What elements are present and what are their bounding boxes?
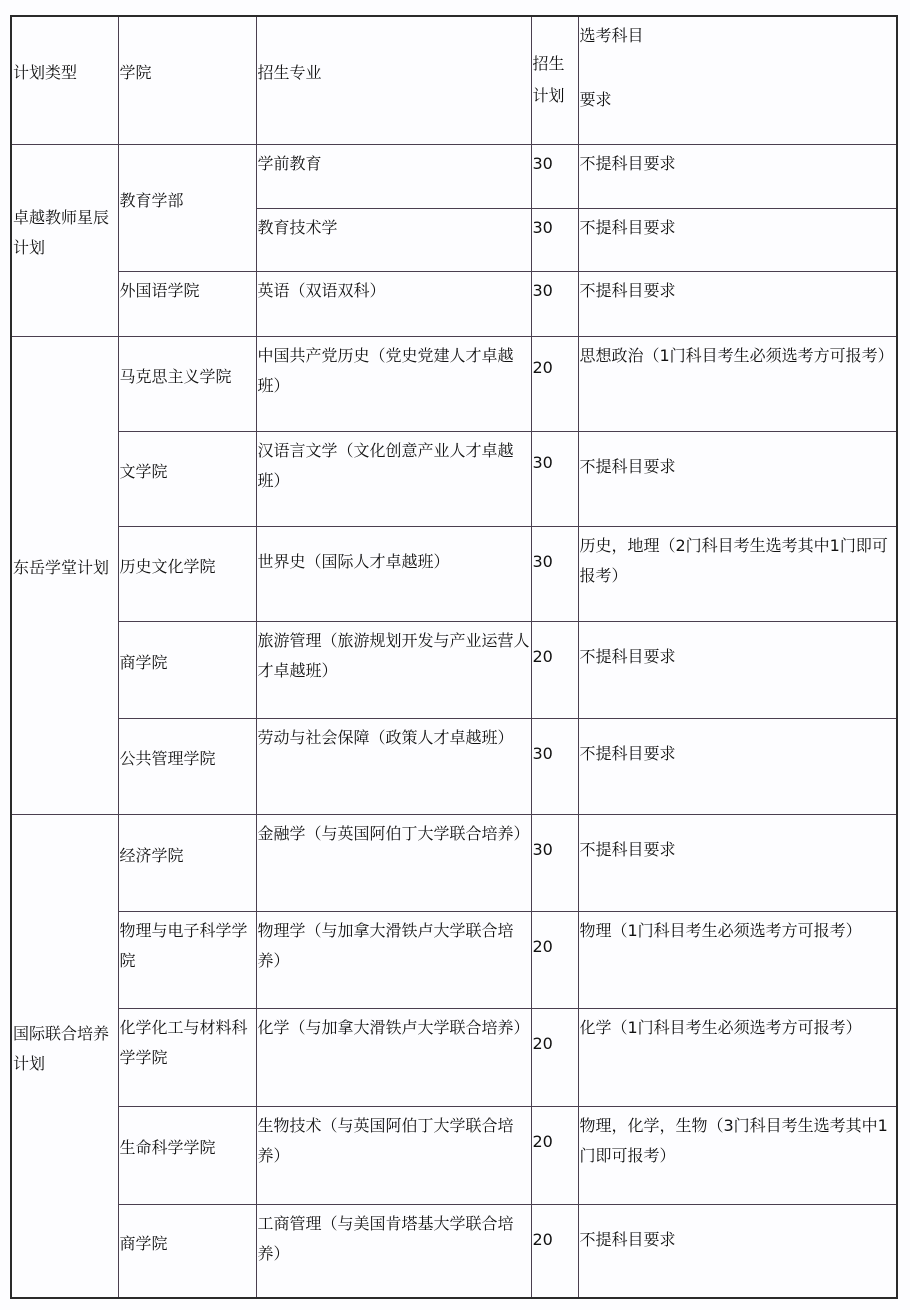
major-cell: 教育技术学 (256, 208, 531, 271)
college-cell: 马克思主义学院 (118, 336, 256, 431)
major-cell: 中国共产党历史（党史党建人才卓越班） (256, 336, 531, 431)
table-row (11, 271, 897, 336)
requirement-cell: 不提科目要求 (578, 271, 897, 336)
major-cell: 学前教育 (256, 144, 531, 208)
major-cell: 物理学（与加拿大滑铁卢大学联合培养） (256, 911, 531, 1008)
quota-cell: 20 (531, 1008, 578, 1106)
table-row (11, 526, 897, 621)
college-cell: 商学院 (118, 621, 256, 718)
major-cell: 工商管理（与美国肯塔基大学联合培养） (256, 1204, 531, 1298)
table-row (11, 814, 897, 911)
quota-cell: 30 (531, 144, 578, 208)
requirement-cell: 不提科目要求 (578, 144, 897, 208)
major-cell: 生物技术（与英国阿伯丁大学联合培养） (256, 1106, 531, 1204)
major-cell: 化学（与加拿大滑铁卢大学联合培养） (256, 1008, 531, 1106)
plan-type-cell: 东岳学堂计划 (11, 336, 118, 814)
header-plan-type: 计划类型 (11, 16, 118, 144)
plan-type-cell: 卓越教师星辰计划 (11, 144, 118, 336)
requirement-cell: 物理，化学，生物（3门科目考生选考其中1门即可报考） (578, 1106, 897, 1204)
requirement-cell: 历史，地理（2门科目考生选考其中1门即可报考） (578, 526, 897, 621)
major-cell: 汉语言文学（文化创意产业人才卓越班） (256, 431, 531, 526)
requirement-cell: 不提科目要求 (578, 431, 897, 526)
quota-cell: 30 (531, 431, 578, 526)
requirement-cell: 不提科目要求 (578, 1204, 897, 1298)
major-cell: 金融学（与英国阿伯丁大学联合培养） (256, 814, 531, 911)
quota-cell: 20 (531, 1204, 578, 1298)
requirement-cell: 物理（1门科目考生必须选考方可报考） (578, 911, 897, 1008)
table-row (11, 336, 897, 431)
college-cell: 生命科学学院 (118, 1106, 256, 1204)
college-cell: 教育学部 (118, 144, 256, 271)
header-requirement (578, 16, 897, 144)
header-requirement-line1: 选考科目 (579, 26, 644, 45)
table-row (11, 911, 897, 1008)
college-cell: 文学院 (118, 431, 256, 526)
college-cell: 公共管理学院 (118, 718, 256, 814)
college-cell: 化学化工与材料科学学院 (118, 1008, 256, 1106)
quota-cell: 20 (531, 336, 578, 431)
major-cell: 英语（双语双科） (256, 271, 531, 336)
header-requirement-line2: 要求 (579, 90, 612, 109)
requirement-cell: 不提科目要求 (578, 814, 897, 911)
quota-cell: 30 (531, 208, 578, 271)
requirement-cell: 不提科目要求 (578, 208, 897, 271)
quota-cell: 20 (531, 621, 578, 718)
requirement-cell: 不提科目要求 (578, 718, 897, 814)
table-row (11, 1106, 897, 1204)
quota-cell: 20 (531, 1106, 578, 1204)
quota-cell: 30 (531, 814, 578, 911)
header-college: 学院 (118, 16, 256, 144)
college-cell: 物理与电子科学学院 (118, 911, 256, 1008)
college-cell: 经济学院 (118, 814, 256, 911)
requirement-cell: 化学（1门科目考生必须选考方可报考） (578, 1008, 897, 1106)
table-row (11, 431, 897, 526)
table-row (11, 621, 897, 718)
admission-plan-table (10, 15, 898, 1299)
header-quota: 招生计划 (531, 16, 578, 144)
quota-cell: 30 (531, 718, 578, 814)
requirement-cell: 不提科目要求 (578, 621, 897, 718)
requirement-cell: 思想政治（1门科目考生必须选考方可报考） (578, 336, 897, 431)
college-cell: 商学院 (118, 1204, 256, 1298)
table-row (11, 718, 897, 814)
major-cell: 世界史（国际人才卓越班） (256, 526, 531, 621)
table-row (11, 1204, 897, 1298)
college-cell: 历史文化学院 (118, 526, 256, 621)
quota-cell: 30 (531, 271, 578, 336)
major-cell: 劳动与社会保障（政策人才卓越班） (256, 718, 531, 814)
header-major: 招生专业 (256, 16, 531, 144)
quota-cell: 20 (531, 911, 578, 1008)
table-header-row (11, 16, 897, 144)
major-cell: 旅游管理（旅游规划开发与产业运营人才卓越班） (256, 621, 531, 718)
table-row (11, 1008, 897, 1106)
quota-cell: 30 (531, 526, 578, 621)
plan-type-cell: 国际联合培养计划 (11, 814, 118, 1298)
college-cell: 外国语学院 (118, 271, 256, 336)
table-row (11, 144, 897, 208)
